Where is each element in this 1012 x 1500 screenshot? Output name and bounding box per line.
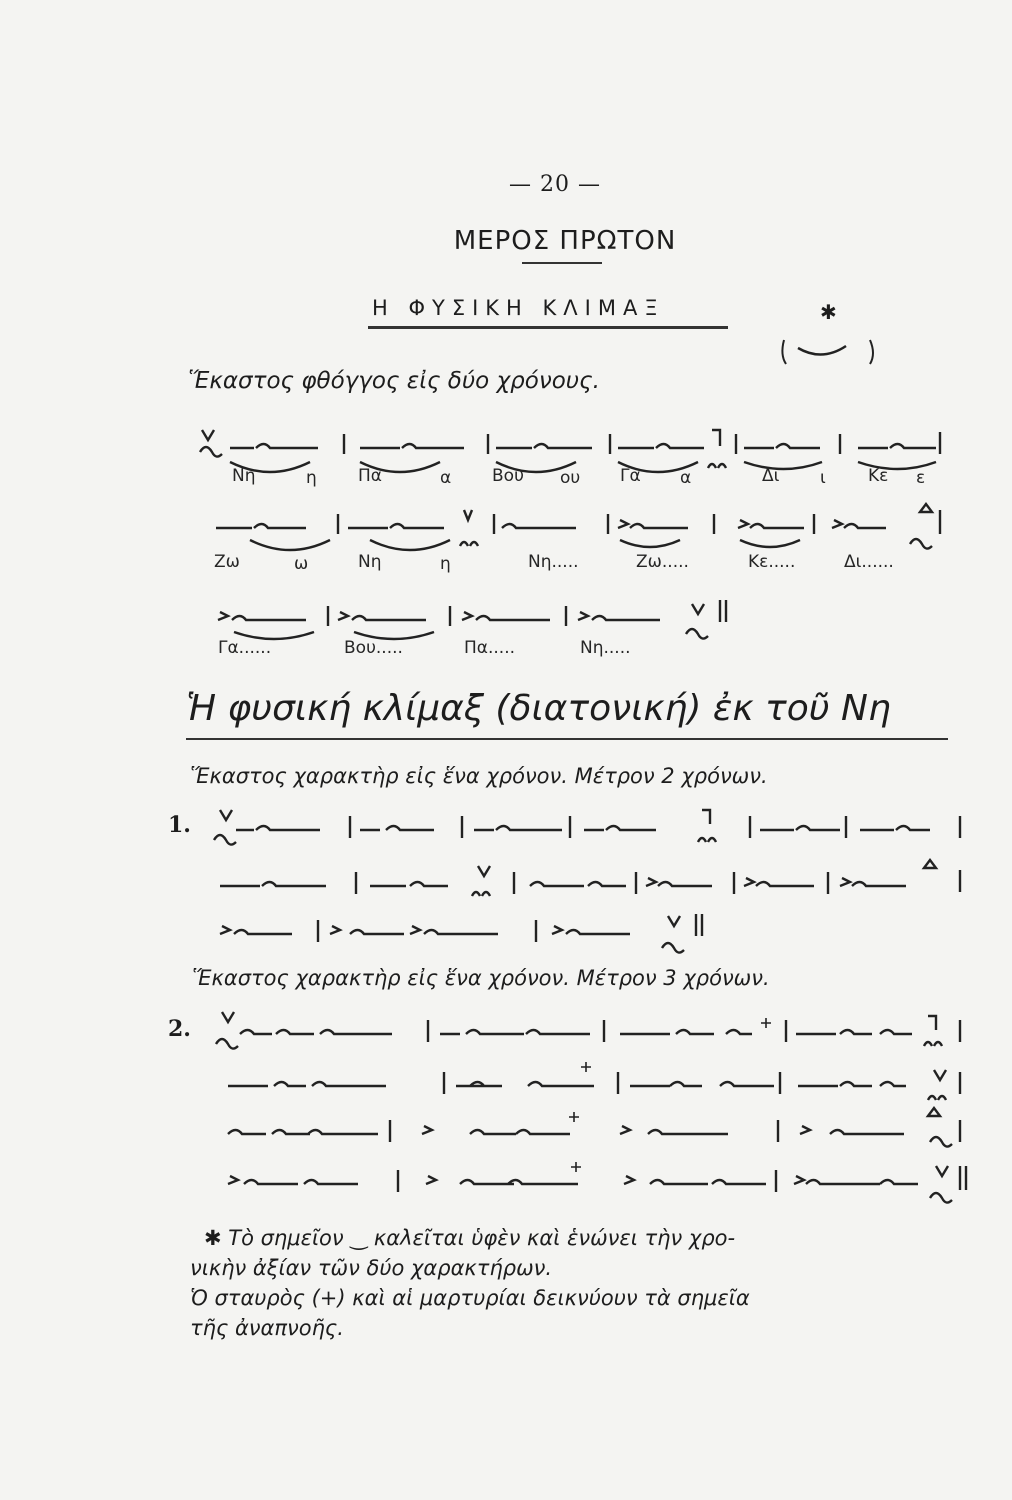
syllable: Κε [868, 466, 889, 486]
syllable: Βου..... [344, 638, 403, 658]
heading-diatonic-scale: Ἡ φυσική κλίμαξ (διατονική) ἐκ τοῦ Νη [186, 688, 891, 729]
syllable: Πα..... [464, 638, 516, 658]
scale-row-1 [196, 418, 956, 494]
syllable: ε [916, 468, 926, 488]
syllable: ω [294, 554, 309, 574]
syllable: Πα [358, 466, 382, 486]
syllable: Κε..... [748, 552, 796, 572]
part-title-underline [522, 262, 602, 264]
syllable: Νη [358, 552, 382, 572]
intro-text: Ἕκαστος φθόγγος εἰς δύο χρόνους. [188, 368, 600, 394]
hyphen-sign-note [778, 300, 888, 370]
example-number: 1. [168, 812, 191, 838]
section-title-underline [368, 326, 728, 329]
syllable: ι [820, 468, 826, 488]
section-title: Η ΦΥΣΙΚΗ ΚΛΙΜΑΞ [372, 296, 665, 320]
syllable: η [306, 468, 317, 488]
syllable: Νη..... [528, 552, 579, 572]
scale-row-3 [214, 592, 974, 668]
footnote-line-2: νικὴν ἀξίαν τῶν δύο χαρακτήρων. [190, 1256, 553, 1280]
syllable: η [440, 554, 451, 574]
syllable: Βου [492, 466, 524, 486]
syllable: Νη..... [580, 638, 631, 658]
part-title: ΜΕΡΟΣ ΠΡΩΤΟΝ [453, 226, 677, 256]
example-number: 2. [168, 1016, 191, 1042]
footnote-line-1: ✱ Τὸ σημεῖον ‿ καλεῖται ὑφὲν καὶ ἑνώνει τὴν χρο- [204, 1226, 736, 1250]
heading-underline [186, 738, 948, 740]
note-meter-2: Ἕκαστος χαρακτὴρ εἰς ἕνα χρόνον. Μέτρον 2 χρόνων. [190, 764, 768, 788]
syllable: Δι...... [844, 552, 894, 572]
example-1-notation [200, 800, 980, 960]
syllable: Νη [232, 466, 256, 486]
hyphen-sign-icon [778, 300, 888, 370]
syllable: Δι [762, 466, 780, 486]
example-2-notation [200, 1004, 980, 1214]
syllable: Γα [620, 466, 641, 486]
note-meter-3: Ἕκαστος χαρακτὴρ εἰς ἕνα χρόνον. Μέτρον 3 χρόνων. [192, 966, 770, 990]
page-number: — 20 — [509, 172, 601, 197]
scale-row-2 [210, 500, 970, 576]
syllable: Ζω [214, 552, 240, 572]
syllable: α [440, 468, 452, 488]
syllable: α [680, 468, 692, 488]
syllable: Γα...... [218, 638, 272, 658]
star-icon: ✱ [820, 300, 837, 324]
syllable: ου [560, 468, 581, 488]
footnote-line-4: τῆς ἀναπνοῆς. [190, 1316, 344, 1340]
syllable: Ζω..... [636, 552, 689, 572]
footnote-line-3: Ὁ σταυρὸς (+) καὶ αἱ μαρτυρίαι δεικνύουν τὰ σημεῖα [190, 1286, 750, 1310]
